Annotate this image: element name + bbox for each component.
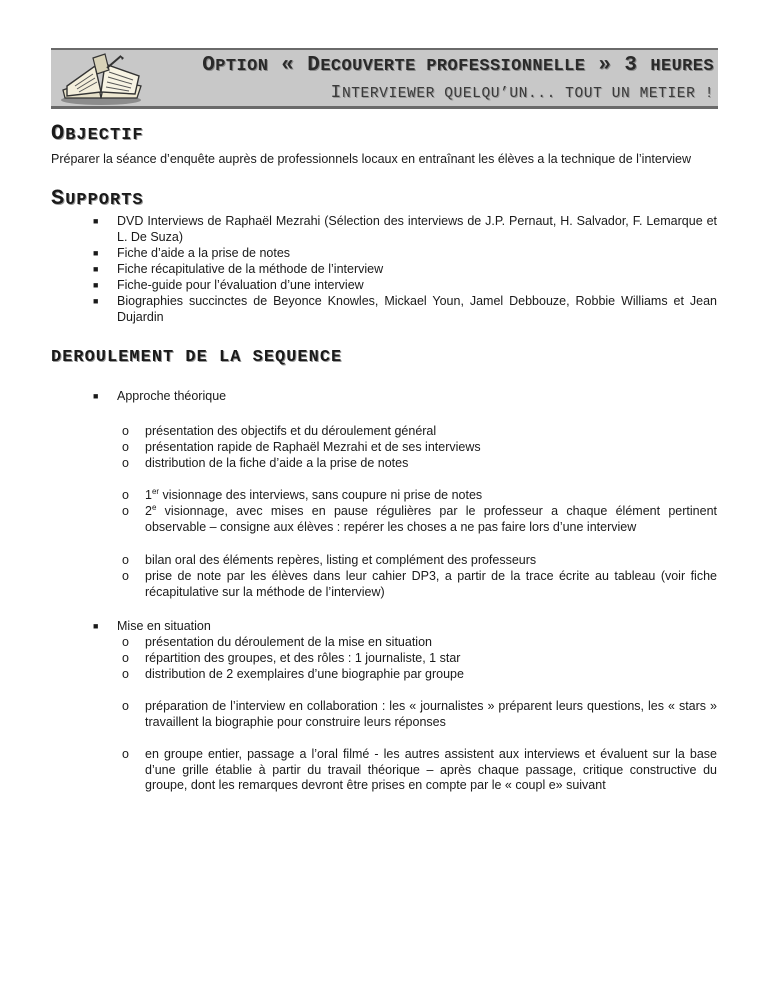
document-title: OPTION « DECOUVERTE PROFESSIONNELLE » 3 HEURES [202, 54, 714, 77]
support-item: Fiche d’aide a la prise de notes [117, 246, 291, 260]
open-book-icon [57, 52, 145, 106]
list-item: distribution de 2 exemplaires d’une biographie par groupe [145, 667, 464, 681]
circle-bullet-icon: o [122, 667, 129, 681]
list-item: présentation du déroulement de la mise en situation [145, 635, 432, 649]
circle-bullet-icon: o [122, 635, 129, 649]
support-item: Fiche récapitulative de la méthode de l’interview [117, 262, 384, 276]
bullet-icon: ■ [93, 621, 99, 631]
section-label-mise-en-situation: Mise en situation [117, 619, 211, 633]
circle-bullet-icon: o [122, 440, 129, 454]
header-banner [51, 48, 718, 109]
list-item: préparation de l’interview en collaboration : les « journalistes » préparent leurs questions, les « stars » travaillent la biographie pour construire leurs réponses [145, 699, 717, 729]
support-item: DVD Interviews de Raphaël Mezrahi (Sélection des interviews de J.P. Pernaut, H. Salvador, F. Lemarque et L. De Suza) [117, 214, 717, 244]
heading-supports: SUPPORTS [51, 186, 144, 211]
bullet-icon: ■ [93, 264, 99, 274]
list-item: 2e visionnage, avec mises en pause régulières par le professeur a chaque élément pertinent observable – consigne aux élèves : repérer les choses a ne pas faire lors d’une interview [145, 502, 717, 534]
list-item: prise de note par les élèves dans leur cahier DP3, a partir de la trace écrite au tableau (voir fiche récapitulative sur la méthode de l’interview) [145, 569, 717, 599]
section-label-approche: Approche théorique [117, 389, 227, 403]
circle-bullet-icon: o [122, 456, 129, 470]
list-item: distribution de la fiche d’aide a la prise de notes [145, 456, 409, 470]
circle-bullet-icon: o [122, 569, 129, 583]
circle-bullet-icon: o [122, 699, 129, 713]
list-item: répartition des groupes, et des rôles : 1 journaliste, 1 star [145, 651, 461, 665]
bullet-icon: ■ [93, 296, 99, 306]
circle-bullet-icon: o [122, 651, 129, 665]
circle-bullet-icon: o [122, 424, 129, 438]
circle-bullet-icon: o [122, 488, 129, 502]
list-item: en groupe entier, passage a l’oral filmé - les autres assistent aux interviews et évaluent sur la base d’une grille établie à partir du travail théorique – après chaque passage, critique constructive du groupe, dont les remarques devront être prises en compte par le « coupl e» suivant [145, 747, 717, 792]
circle-bullet-icon: o [122, 504, 129, 518]
support-item: Biographies succinctes de Beyonce Knowles, Mickael Youn, Jamel Debbouze, Robbie Williams et Jean Dujardin [117, 294, 717, 324]
bullet-icon: ■ [93, 248, 99, 258]
list-item: bilan oral des éléments repères, listing et complément des professeurs [145, 553, 537, 567]
list-item: 1er visionnage des interviews, sans coupure ni prise de notes [145, 486, 483, 502]
support-item: Fiche-guide pour l’évaluation d’une interview [117, 278, 364, 292]
circle-bullet-icon: o [122, 747, 129, 761]
objectif-text: Préparer la séance d’enquête auprès de professionnels locaux en entraînant les élèves a la technique de l’interview [51, 152, 691, 166]
bullet-icon: ■ [93, 391, 99, 401]
bullet-icon: ■ [93, 216, 99, 226]
heading-objectif: OBJECTIF [51, 121, 144, 146]
heading-deroulement: DEROULEMENT DE LA SEQUENCE [51, 348, 343, 367]
document-subtitle: INTERVIEWER QUELQU’UN... TOUT UN METIER ! [330, 83, 714, 103]
bullet-icon: ■ [93, 280, 99, 290]
list-item: présentation rapide de Raphaël Mezrahi et de ses interviews [145, 440, 481, 454]
list-item: présentation des objectifs et du déroulement général [145, 424, 437, 438]
circle-bullet-icon: o [122, 553, 129, 567]
